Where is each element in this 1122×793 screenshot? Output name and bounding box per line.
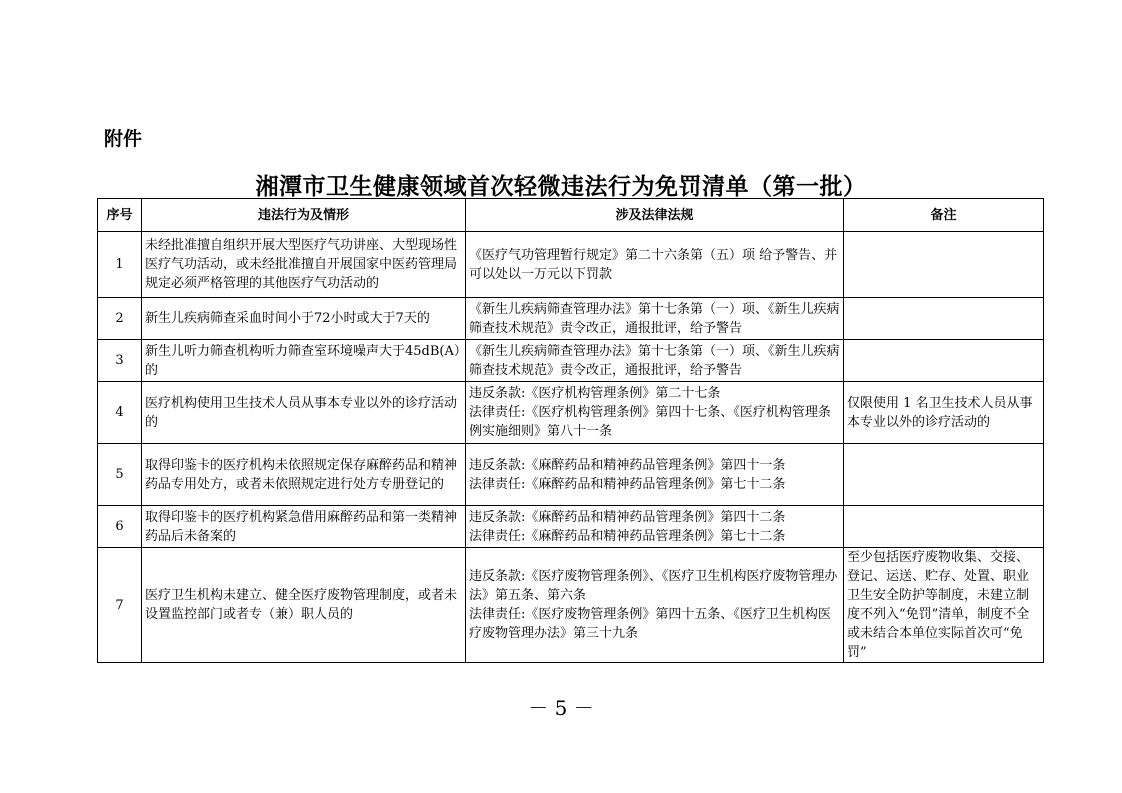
row-behavior: 取得印鉴卡的医疗机构紧急借用麻醉药品和第一类精神药品后未备案的 [142,506,466,548]
row-law: 《新生儿疾病筛查管理办法》第十七条第（一）项、《新生儿疾病筛查技术规范》责令改正，通报批评，给予警告 [466,340,844,382]
header-note: 备注 [844,199,1044,232]
row-note: 至少包括医疗废物收集、交接、登记、运送、贮存、处置、职业卫生安全防护等制度，未建立制度不列入“免罚”清单，制度不全或未结合本单位实际首次可“免罚” [844,548,1044,663]
row-number: 7 [98,548,142,663]
row-behavior: 新生儿疾病筛查采血时间小于72小时或大于7天的 [142,298,466,340]
row-behavior: 新生儿听力筛查机构听力筛查室环境噪声大于45dB(A）的 [142,340,466,382]
table-row [98,444,1044,506]
header-no: 序号 [98,199,142,232]
row-note [844,232,1044,298]
table-row [98,506,1044,548]
row-law: 违反条款:《医疗机构管理条例》第二十七条 法律责任:《医疗机构管理条例》第四十七条、《医疗机构管理条例实施细则》第八十一条 [466,382,844,444]
header-law: 涉及法律法规 [466,199,844,232]
table-row [98,340,1044,382]
header-behavior: 违法行为及情形 [142,199,466,232]
row-law: 违反条款:《医疗废物管理条例》、《医疗卫生机构医疗废物管理办法》第五条、第六条 法律责任:《医疗废物管理条例》第四十五条、《医疗卫生机构医疗废物管理办法》第三十九条 [466,548,844,663]
row-number: 6 [98,506,142,548]
row-behavior: 取得印鉴卡的医疗机构未依照规定保存麻醉药品和精神药品专用处方，或者未依照规定进行处方专册登记的 [142,444,466,506]
row-number: 4 [98,382,142,444]
row-note: 仅限使用 1 名卫生技术人员从事本专业以外的诊疗活动的 [844,382,1044,444]
row-law: 《新生儿疾病筛查管理办法》第十七条第（一）项、《新生儿疾病筛查技术规范》责令改正，通报批评，给予警告 [466,298,844,340]
penalty-exemption-table [97,198,1044,663]
row-behavior: 医疗机构使用卫生技术人员从事本专业以外的诊疗活动的 [142,382,466,444]
row-behavior: 未经批准擅自组织开展大型医疗气功讲座、大型现场性医疗气功活动，或未经批准擅自开展国家中医药管理局规定必须严格管理的其他医疗气功活动的 [142,232,466,298]
row-law: 违反条款:《麻醉药品和精神药品管理条例》第四十二条 法律责任:《麻醉药品和精神药品管理条例》第七十二条 [466,506,844,548]
row-number: 2 [98,298,142,340]
row-law: 《医疗气功管理暂行规定》第二十六条第（五）项 给予警告、并可以处以一万元以下罚款 [466,232,844,298]
row-note [844,298,1044,340]
row-number: 3 [98,340,142,382]
table-header-row [98,199,1044,232]
attachment-label: 附件 [104,128,143,150]
row-note [844,340,1044,382]
page-number: － 5 － [528,696,594,720]
row-behavior: 医疗卫生机构未建立、健全医疗废物管理制度，或者未设置监控部门或者专（兼）职人员的 [142,548,466,663]
table-row [98,298,1044,340]
document-title: 湘潭市卫生健康领域首次轻微违法行为免罚清单（第一批） [255,173,867,200]
row-law: 违反条款:《麻醉药品和精神药品管理条例》第四十一条 法律责任:《麻醉药品和精神药品管理条例》第七十二条 [466,444,844,506]
row-note [844,506,1044,548]
row-note [844,444,1044,506]
table-row [98,548,1044,663]
table-row [98,232,1044,298]
row-number: 1 [98,232,142,298]
table-row [98,382,1044,444]
row-number: 5 [98,444,142,506]
